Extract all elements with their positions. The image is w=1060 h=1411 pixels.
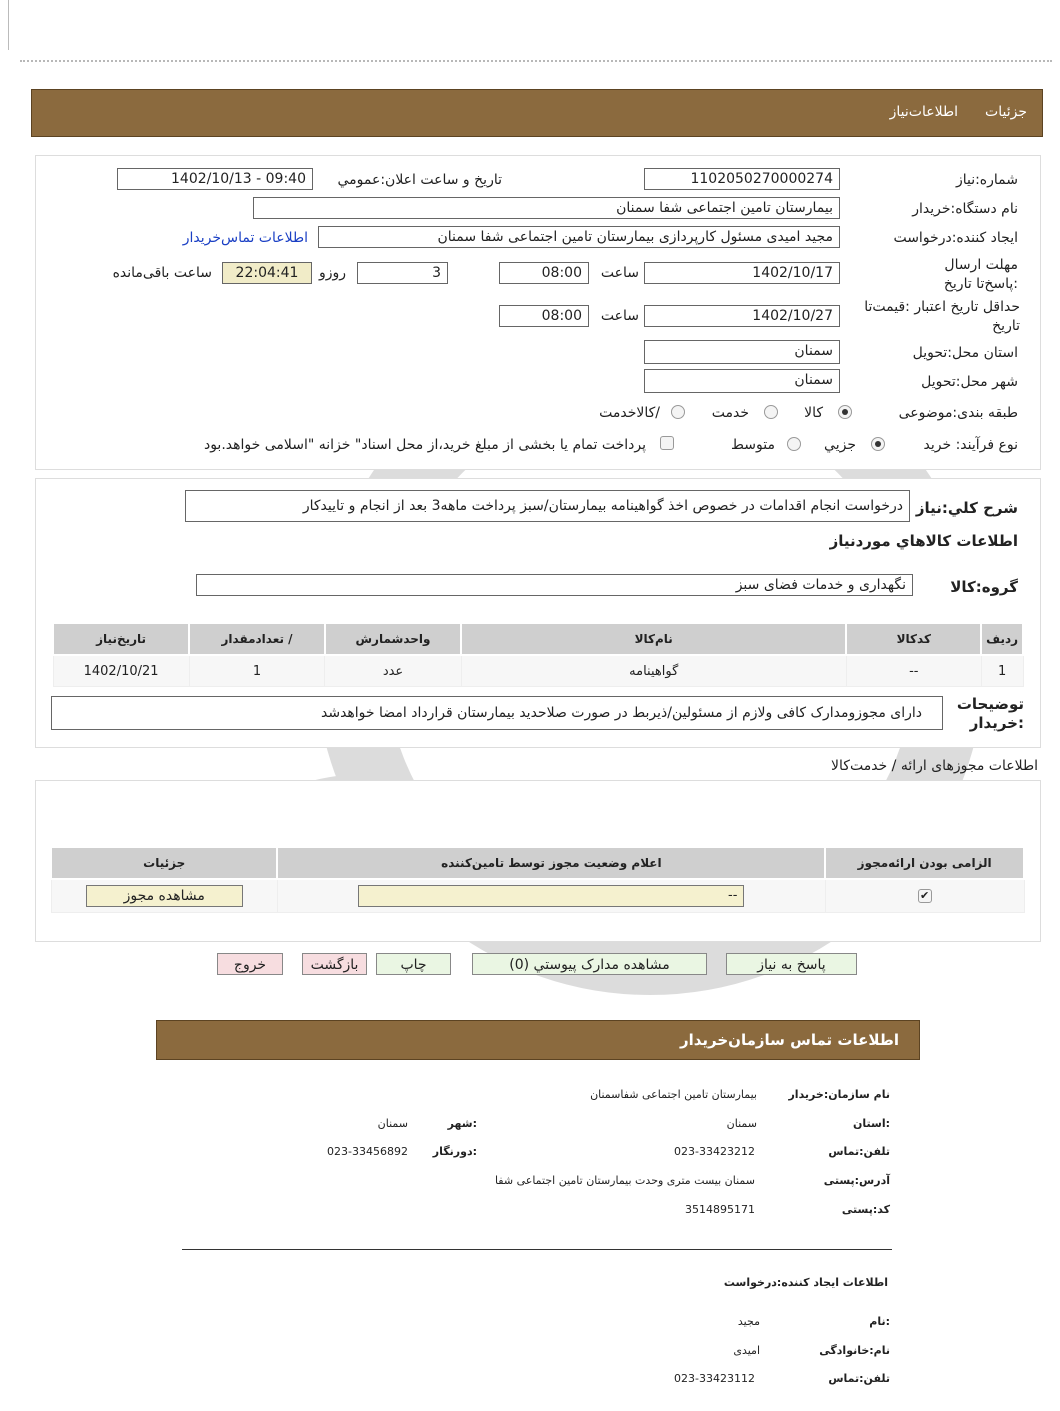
category-goods-radio[interactable] xyxy=(838,405,852,419)
desc-label: شرح کلي:نیاز xyxy=(915,499,1018,517)
creator-info-title: اطلاعات ایجاد کننده:درخواست xyxy=(723,1276,888,1289)
buyer-org-label: نام دستگاه:خریدار xyxy=(912,201,1018,217)
announce-label: تاریخ و ساعت اعلان:عمومي xyxy=(337,172,502,188)
category-service-radio[interactable] xyxy=(764,405,778,419)
buyer-notes-field: دارای مجوزومدارک کافی ولازم از مسئولین/ذیربط در صورت صلاحدید بیمارستان قرارداد امضا خواهدشد xyxy=(51,696,943,730)
contact-fax-label: :دورنگار xyxy=(432,1145,477,1158)
validity-time-field: 08:00 xyxy=(499,305,589,327)
tab-need-info[interactable]: اطلاعات‌نیاز xyxy=(889,104,958,120)
category-goods-service-radio[interactable] xyxy=(671,405,685,419)
process-label: نوع فرآیند: خرید xyxy=(923,437,1018,453)
process-partial-label: جزیي xyxy=(824,437,856,453)
buyer-contact-link[interactable]: اطلاعات تماس‌خریدار xyxy=(182,230,308,246)
category-label: طبقه بندی:موضوعی xyxy=(898,405,1018,421)
process-medium-label: متوسط xyxy=(731,437,775,453)
deadline-label: مهلت ارسال :پاسخ‌تا تاریخ xyxy=(943,257,1018,292)
table-row xyxy=(51,879,1024,913)
col-unit: واحدشمارش xyxy=(325,623,461,655)
contact-fax: 023-33456892 xyxy=(327,1145,408,1158)
print-button[interactable]: چاپ xyxy=(376,953,451,975)
creator-family: امیدی xyxy=(733,1344,760,1357)
cell-unit: عدد xyxy=(325,655,461,687)
contact-title: اطلاعات تماس سازمان‌خریدار xyxy=(679,1031,899,1049)
attachments-button[interactable]: مشاهده مدارک پیوستي (0) xyxy=(472,953,707,975)
col-name: نام‌کالا xyxy=(461,623,846,655)
contact-org: بیمارستان تامین اجتماعی شفاسمنان xyxy=(590,1088,757,1101)
creator-phone-label: تلفن:تماس xyxy=(828,1372,890,1385)
category-service-label: خدمت xyxy=(711,405,749,421)
validity-time-label: ساعت xyxy=(600,308,639,324)
days-label: روزو xyxy=(318,265,346,281)
creator-phone: 023-33423112 xyxy=(674,1372,755,1385)
remaining-label: ساعت باقی‌مانده xyxy=(112,265,212,281)
header-bar xyxy=(31,89,1043,137)
deadline-date-field: 1402/10/17 xyxy=(644,262,840,284)
province-field: سمنان xyxy=(644,340,840,364)
payment-note: پرداخت تمام یا بخشی از مبلغ خرید،از محل اسناد" خزانه "اسلامی خواهد.بود xyxy=(203,437,646,453)
contact-city-label: :شهر xyxy=(447,1117,477,1130)
col-qty: / تعدادمقدار xyxy=(189,623,325,655)
validity-label: حداقل تاریخ اعتبار :قیمت‌تا تاریخ xyxy=(864,299,1020,334)
col-permit-required: الزامی بودن ارائه‌مجوز xyxy=(825,847,1024,879)
contact-postal-label: کد:پستی xyxy=(841,1203,890,1216)
back-button[interactable]: بازگشت xyxy=(302,953,367,975)
category-goods-service-label: /کالاخدمت xyxy=(599,405,660,421)
deadline-time-field: 08:00 xyxy=(499,262,589,284)
province-label: استان محل:تحویل xyxy=(912,345,1018,361)
contact-phone: 023-33423212 xyxy=(674,1145,755,1158)
contact-header-bar xyxy=(156,1020,920,1060)
contact-address-label: آدرس:پستی xyxy=(823,1174,890,1187)
creator-field: مجید امیدی مسئول کارپردازی بیمارستان تامین اجتماعی شفا سمنان xyxy=(318,226,840,248)
buyer-notes-label: توضیحات :خریدار xyxy=(956,695,1024,732)
need-number-field: 1102050270000274 xyxy=(644,168,840,190)
goods-table xyxy=(52,622,1024,687)
cell-qty: 1 xyxy=(189,655,325,687)
desc-field: درخواست انجام اقدامات در خصوص اخذ گواهینامه بیمارستان/سبز پرداخت ماهه3 بعد از انجام و تاییدکار xyxy=(185,490,910,522)
buyer-org-field: بیمارستان تامین اجتماعی شفا سمنان xyxy=(253,197,840,219)
left-edge-line xyxy=(8,0,9,50)
days-field: 3 xyxy=(357,262,448,284)
contact-address: سمنان بیست متری وحدت بیمارستان تامین اجتماعی شفا xyxy=(494,1174,755,1187)
process-medium-radio[interactable] xyxy=(787,437,801,451)
contact-province-label: :استان xyxy=(853,1117,890,1130)
contact-phone-label: تلفن:تماس xyxy=(828,1145,890,1158)
city-label: شهر محل:تحویل xyxy=(921,374,1018,390)
col-code: کدکالا xyxy=(846,623,981,655)
col-row: ردیف xyxy=(981,623,1023,655)
contact-city: سمنان xyxy=(377,1117,408,1130)
category-goods-label: کالا xyxy=(804,405,823,421)
deadline-time-label: ساعت xyxy=(600,265,639,281)
contact-province: سمنان xyxy=(726,1117,757,1130)
validity-date-field: 1402/10/27 xyxy=(644,305,840,327)
view-permit-button[interactable]: مشاهده مجوز xyxy=(86,885,243,907)
cell-name: گواهینامه xyxy=(461,655,846,687)
contact-postal: 3514895171 xyxy=(685,1203,755,1216)
creator-name: مجید xyxy=(737,1315,760,1328)
contact-divider xyxy=(182,1249,892,1250)
col-date: تاریخ‌نیاز xyxy=(53,623,189,655)
col-permit-details: جزئیات xyxy=(51,847,277,879)
contact-org-label: نام سازمان:خریدار xyxy=(788,1088,890,1101)
creator-name-label: :نام xyxy=(869,1315,890,1328)
top-divider xyxy=(20,60,1052,62)
announce-field: 1402/10/13 - 09:40 xyxy=(117,168,313,190)
creator-family-label: نام:خانوادگی xyxy=(819,1344,890,1357)
permits-title: اطلاعات مجوزهای ارائه / خدمت‌کالا xyxy=(831,758,1038,774)
permits-table xyxy=(50,846,1025,913)
group-field: نگهداری و خدمات فضای سبز xyxy=(196,574,913,596)
city-field: سمنان xyxy=(644,369,840,393)
cell-row: 1 xyxy=(981,655,1023,687)
exit-button[interactable]: خروج xyxy=(217,953,283,975)
payment-checkbox[interactable] xyxy=(660,436,674,450)
goods-info-title: اطلاعات کالاهاي موردنیاز xyxy=(829,532,1018,550)
remaining-timer: 22:04:41 xyxy=(222,262,312,284)
tab-details[interactable]: جزئیات xyxy=(985,104,1027,120)
creator-label: ایجاد کننده:درخواست xyxy=(893,230,1018,246)
group-label: گروه:کالا xyxy=(950,578,1018,596)
permit-required-checkbox[interactable]: ✔ xyxy=(918,889,932,903)
table-row xyxy=(53,655,1023,687)
permit-status-field: -- xyxy=(358,885,744,907)
col-permit-status: اعلام وضعیت مجوز توسط تامین‌کننده xyxy=(277,847,825,879)
process-partial-radio[interactable] xyxy=(871,437,885,451)
need-number-label: شماره:نیاز xyxy=(955,172,1018,188)
cell-date: 1402/10/21 xyxy=(53,655,189,687)
cell-code: -- xyxy=(846,655,981,687)
reply-button[interactable]: پاسخ به نیاز xyxy=(726,953,857,975)
